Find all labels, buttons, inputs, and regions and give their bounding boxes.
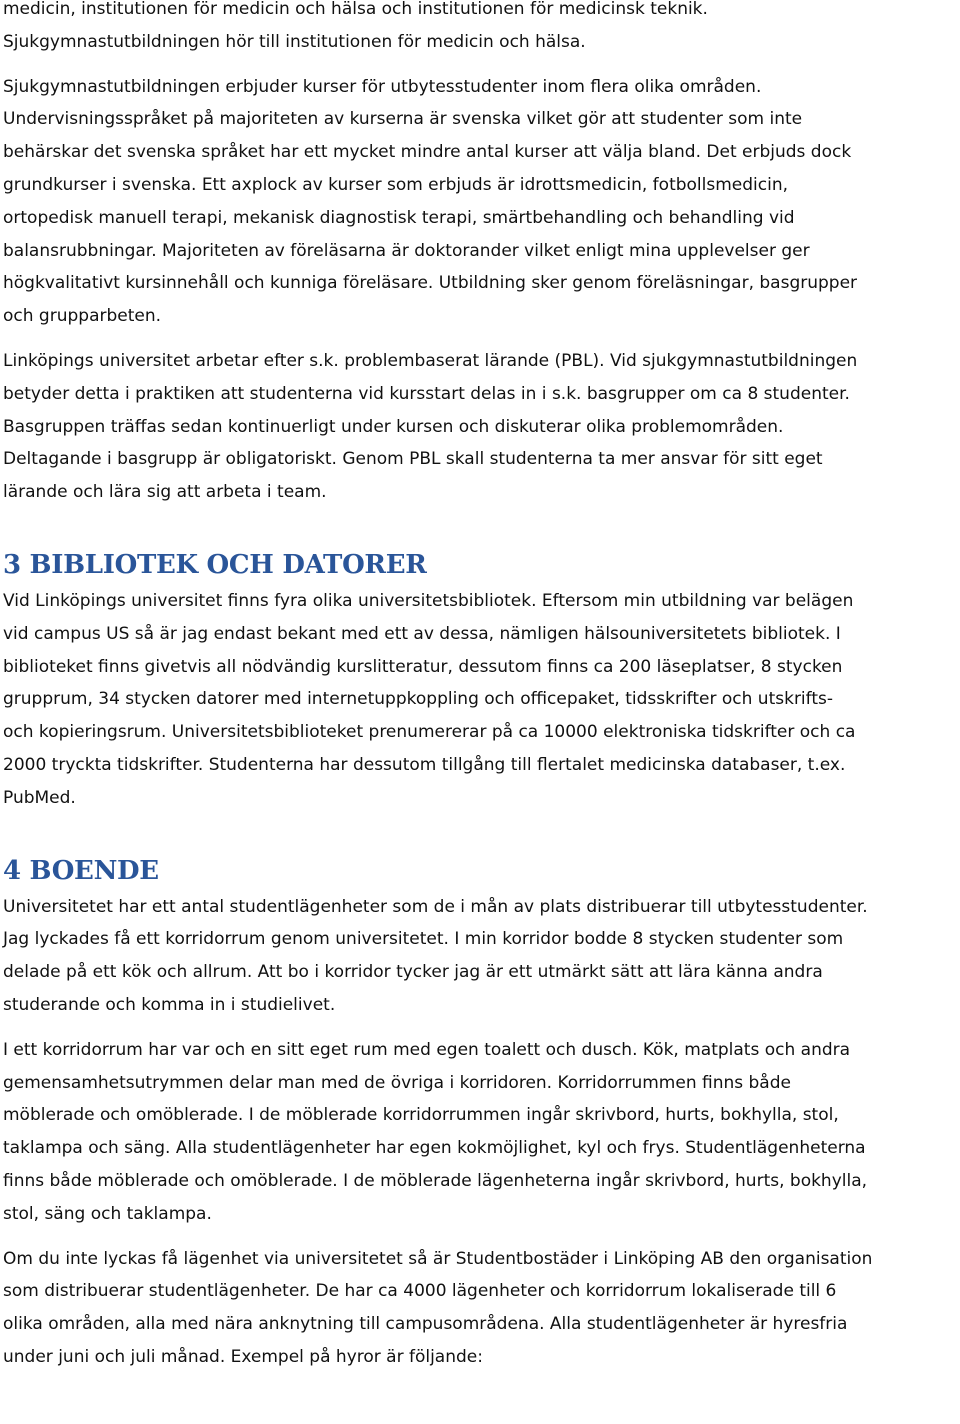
paragraph-studentbostader: Om du inte lyckas få lägenhet via universitetet så är Studentbostäder i Linköping AB den organisation som distribuerar studentlägenheter. De har ca 4000 lägenheter och korridorrum lokaliserade till 6 olika områden, alla med nära anknytning till campusområdena. Alla studentlägenheter är hyresfria under juni och juli månad. Exempel på hyror är följande: xyxy=(3,1248,873,1367)
paragraph-spacer xyxy=(3,59,956,71)
heading-library-computers: 3 BIBLIOTEK OCH DATORER xyxy=(3,549,427,580)
paragraph-student-apartments: Universitetet har ett antal studentlägenheter som de i mån av plats distribuerar till utbytesstudenter. Jag lyckades få ett korridorrum genom universitetet. I min korridor bodde 8 stycken studenter som delade på ett kök och allrum. Att bo i korridor tycker jag är ett utmärkt sätt att lära känna andra studerande och komma in i studielivet. xyxy=(3,896,868,1015)
paragraph-spacer xyxy=(3,1022,956,1034)
paragraph-faculty: medicin, institutionen för medicin och hälsa och institutionen för medicinsk teknik. Sjukgymnastutbildningen hör till institutionen för medicin och hälsa. xyxy=(3,0,708,52)
paragraph-pbl: Linköpings universitet arbetar efter s.k. problembaserat lärande (PBL). Vid sjukgymnastutbildningen betyder detta i praktiken att studenterna vid kursstart delas in i s.k. basgrupper om ca 8 studenter. Basgruppen träffas sedan kontinuerligt under kursen och diskuterar olika problemområden. Deltagande i basgrupp är obligatoriskt. Genom PBL skall studenterna ta mer ansvar för sitt eget lärande och lära sig att arbeta i team. xyxy=(3,350,858,503)
section-spacer xyxy=(3,509,956,547)
paragraph-corridor-room: I ett korridorrum har var och en sitt eget rum med egen toalett och dusch. Kök, matplats och andra gemensamhetsutrymmen delar man med de övriga i korridoren. Korridorrummen finns både möblerade och omöblerade. I de möblerade korridorrummen ingår skrivbord, hurts, bokhylla, stol, taklampa och säng. Alla studentlägenheter har egen kokmöjlighet, kyl och frys. Studentlägenheterna finns både möblerade och omöblerade. I de möblerade lägenheterna ingår skrivbord, hurts, bokhylla, stol, säng och taklampa. xyxy=(3,1039,868,1224)
document-page xyxy=(3,0,956,1374)
paragraph-courses: Sjukgymnastutbildningen erbjuder kurser för utbytesstudenter inom flera olika områden. Undervisningsspråket på majoriteten av kurserna är svenska vilket gör att studenter som inte behärskar det svenska språket har ett mycket mindre antal kurser att välja bland. Det erbjuds dock grundkurser i svenska. Ett axplock av kurser som erbjuds är idrottsmedicin, fotbollsmedicin, ortopedisk manuell terapi, mekanisk diagnostisk terapi, smärtbehandling och behandling vid balansrubbningar. Majoriteten av föreläsarna är doktorander vilket enligt mina upplevelser ger högkvalitativt kursinnehåll och kunniga föreläsare. Utbildning sker genom föreläsningar, basgrupper och grupparbeten. xyxy=(3,76,858,327)
paragraph-spacer xyxy=(3,333,956,345)
paragraph-library: Vid Linköpings universitet finns fyra olika universitetsbibliotek. Eftersom min utbildning var belägen vid campus US så är jag endast bekant med ett av dessa, nämligen hälsouniversitetets bibliotek. I biblioteket finns givetvis all nödvändig kurslitteratur, dessutom finns ca 200 läseplatser, 8 stycken grupprum, 34 stycken datorer med internetuppkoppling och officepaket, tidsskrifter och utskrifts- och kopieringsrum. Universitetsbiblioteket prenumererar på ca 10000 elektroniska tidskrifter och ca 2000 tryckta tidskrifter. Studenterna har dessutom tillgång till flertalet medicinska databaser, t.ex. PubMed. xyxy=(3,590,856,808)
section-spacer xyxy=(3,815,956,853)
paragraph-spacer xyxy=(3,1231,956,1243)
heading-housing: 4 BOENDE xyxy=(3,855,159,886)
